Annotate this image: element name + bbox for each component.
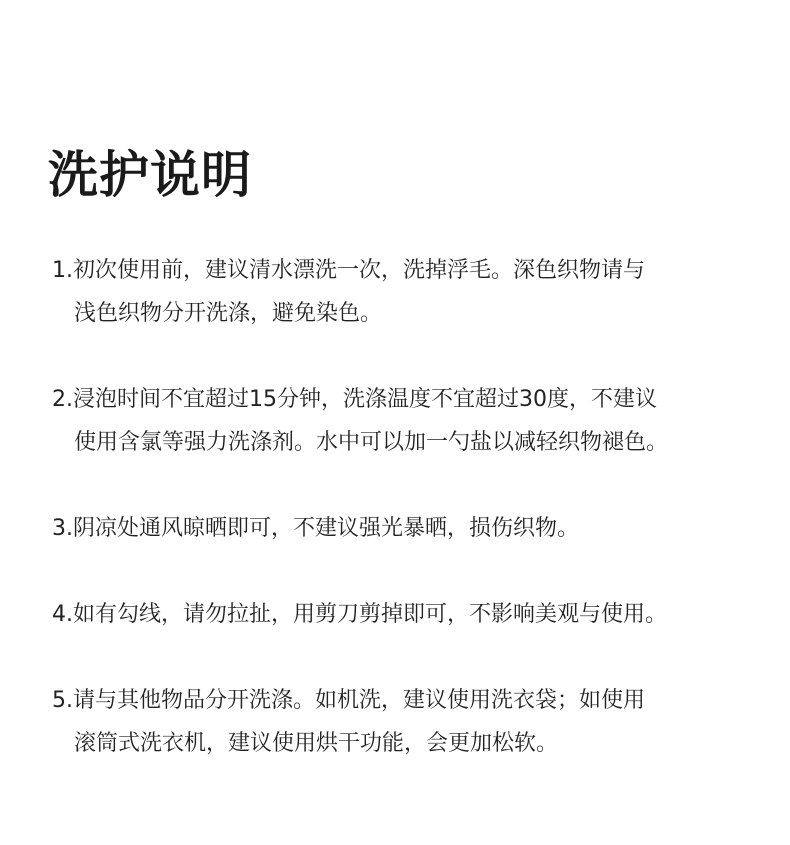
instruction-line: 使用含氯等强力洗涤剂。水中可以加一勺盐以减轻织物褪色。 bbox=[74, 430, 669, 455]
instruction-line: 2.浸泡时间不宜超过15分钟，洗涤温度不宜超过30度，不建议 bbox=[52, 387, 657, 412]
care-instruction-item-4 bbox=[52, 593, 782, 636]
page-title: 洗护说明 bbox=[48, 145, 252, 204]
instruction-line: 1.初次使用前，建议清水漂洗一次，洗掉浮毛。深色织物请与 bbox=[52, 258, 645, 283]
care-instruction-item-3 bbox=[52, 507, 782, 550]
care-instruction-item-2 bbox=[52, 378, 782, 464]
instruction-line: 浅色织物分开洗涤，避免染色。 bbox=[74, 301, 383, 326]
instruction-line: 滚筒式洗衣机，建议使用烘干功能，会更加松软。 bbox=[74, 731, 559, 756]
care-instruction-item-5 bbox=[52, 679, 782, 765]
instruction-line: 5.请与其他物品分开洗涤。如机洗，建议使用洗衣袋；如使用 bbox=[52, 688, 645, 713]
care-instruction-item-1 bbox=[52, 249, 782, 335]
instruction-line: 4.如有勾线，请勿拉扯，用剪刀剪掉即可，不影响美观与使用。 bbox=[52, 602, 667, 627]
instruction-line: 3.阴凉处通风晾晒即可，不建议强光暴晒，损伤织物。 bbox=[52, 516, 579, 541]
